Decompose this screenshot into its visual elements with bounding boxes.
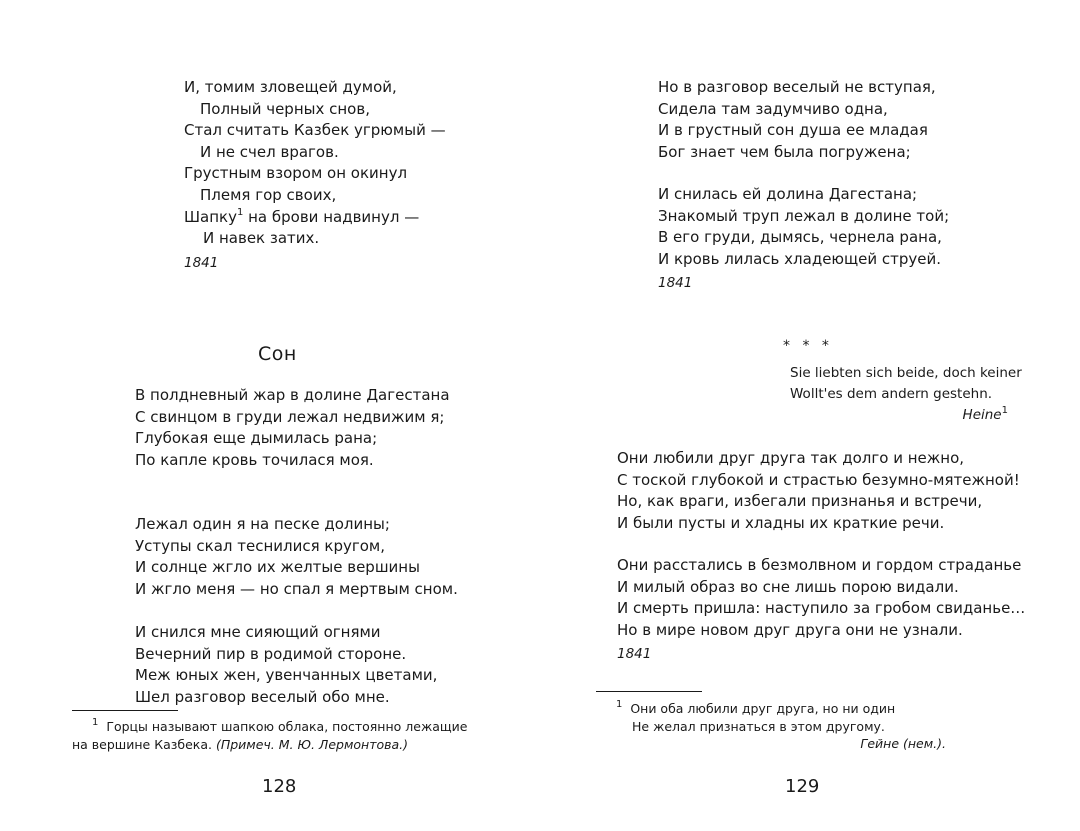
epigraph-author-name: Heine bbox=[962, 407, 1002, 423]
footnote-mark: 1 bbox=[616, 698, 623, 710]
poem-line: И милый образ во сне лишь порою видали. bbox=[617, 577, 959, 596]
poem-line: Вечерний пир в родимой стороне. bbox=[135, 644, 407, 663]
right-page bbox=[540, 0, 1080, 831]
footnote-mark: 1 bbox=[1001, 404, 1008, 416]
stanza bbox=[617, 555, 1025, 663]
page-number: 129 bbox=[785, 776, 820, 797]
footnote-note: (Примеч. М. Ю. Лермонтова.) bbox=[215, 736, 408, 752]
poem-line: Они расстались в безмолвном и гордом страданье bbox=[617, 556, 1022, 574]
poem-line: В полдневный жар в долине Дагестана bbox=[135, 386, 450, 404]
poem-line: И снилась ей долина Дагестана; bbox=[658, 185, 918, 203]
poem-line: И снился мне сияющий огнями bbox=[135, 623, 381, 641]
poem-line: В его груди, дымясь, чернела рана, bbox=[658, 228, 942, 247]
poem-line: Лежал один я на песке долины; bbox=[135, 515, 390, 533]
footnote-line bbox=[72, 718, 485, 736]
poem-date: 1841 bbox=[658, 275, 693, 292]
footnote-text: Горцы называют шапкою облака, постоянно лежащие bbox=[106, 719, 468, 734]
footnote-text: Они оба любили друг друга, но ни один bbox=[630, 701, 896, 716]
footnote-note: Гейне (нем.). bbox=[860, 736, 946, 751]
poem-line: Но в разговор веселый не вступая, bbox=[658, 78, 936, 96]
epigraph bbox=[790, 363, 1022, 426]
poem-line-rest: на брови надвинул — bbox=[243, 207, 420, 226]
footnote-text: на вершине Казбека. bbox=[72, 736, 212, 752]
poem-date: 1841 bbox=[617, 646, 652, 663]
poem-line: Стал считать Казбек угрюмый — bbox=[184, 121, 446, 140]
poem-line: Но, как враги, избегали признанья и встречи, bbox=[617, 492, 983, 511]
poem-line: Шел разговор веселый обо мне. bbox=[135, 687, 390, 706]
poem-word: Шапку bbox=[184, 207, 237, 226]
poem-date: 1841 bbox=[184, 254, 219, 271]
poem-line: По капле кровь точилася моя. bbox=[135, 450, 374, 469]
stanza bbox=[658, 77, 936, 163]
footnote bbox=[616, 700, 946, 753]
poem-line: И в грустный сон душа ее младая bbox=[658, 121, 928, 140]
stanza bbox=[658, 184, 949, 292]
footnote-line: Не желал признаться в этом другому. bbox=[632, 718, 885, 734]
footnote-line bbox=[616, 700, 946, 718]
stanza bbox=[135, 385, 450, 471]
poem-title: Сон bbox=[258, 343, 297, 365]
poem-line: Но в мире новом друг друга они не узнали. bbox=[617, 620, 963, 639]
page-number: 128 bbox=[262, 776, 297, 797]
poem-line: Они любили друг друга так долго и нежно, bbox=[617, 449, 965, 467]
epigraph-author bbox=[790, 405, 1008, 426]
poem-ending bbox=[184, 77, 446, 272]
poem-line-footnoted bbox=[184, 207, 446, 229]
poem-line: И не счел врагов. bbox=[200, 142, 339, 161]
poem-line: Бог знает чем была погружена; bbox=[658, 142, 911, 161]
poem-line: И жгло меня — но спал я мертвым сном. bbox=[135, 579, 458, 598]
stanza bbox=[135, 622, 437, 708]
poem-line: С тоской глубокой и страстью безумно-мятежной! bbox=[617, 470, 1020, 489]
poem-line: С свинцом в груди лежал недвижим я; bbox=[135, 407, 445, 426]
footnote-mark: 1 bbox=[236, 206, 244, 218]
poem-line: Грустным взором он окинул bbox=[184, 164, 408, 183]
poem-line: Полный черных снов, bbox=[200, 99, 370, 118]
poem-line: И были пусты и хладны их краткие речи. bbox=[617, 513, 945, 532]
footnote-mark: 1 bbox=[92, 716, 99, 728]
poem-line: И смерть пришла: наступило за гробом свиданье… bbox=[617, 599, 1026, 618]
footnote-rule bbox=[72, 710, 178, 711]
footnote bbox=[72, 718, 485, 753]
epigraph-line: Sie liebten sich beide, doch keiner bbox=[790, 365, 1022, 381]
section-stars: * * * bbox=[783, 338, 833, 354]
poem-line: Меж юных жен, увенчанных цветами, bbox=[135, 666, 438, 685]
footnote-rule bbox=[596, 691, 702, 692]
poem-line: И кровь лилась хладеющей струей. bbox=[658, 249, 942, 268]
poem-line: И навек затих. bbox=[203, 229, 320, 248]
stanza bbox=[617, 448, 1020, 534]
poem-line: И солнце жгло их желтые вершины bbox=[135, 558, 420, 577]
footnote-line bbox=[72, 736, 485, 754]
poem-line: Уступы скал теснилися кругом, bbox=[135, 536, 386, 555]
poem-line: И, томим зловещей думой, bbox=[184, 78, 397, 96]
stanza bbox=[135, 514, 458, 600]
poem-line: Знакомый труп лежал в долине той; bbox=[658, 206, 950, 225]
epigraph-line: Wollt'es dem andern gestehn. bbox=[790, 386, 993, 402]
poem-line: Племя гор своих, bbox=[200, 185, 337, 204]
poem-line: Глубокая еще дымилась рана; bbox=[135, 429, 378, 448]
poem-line: Сидела там задумчиво одна, bbox=[658, 99, 888, 118]
